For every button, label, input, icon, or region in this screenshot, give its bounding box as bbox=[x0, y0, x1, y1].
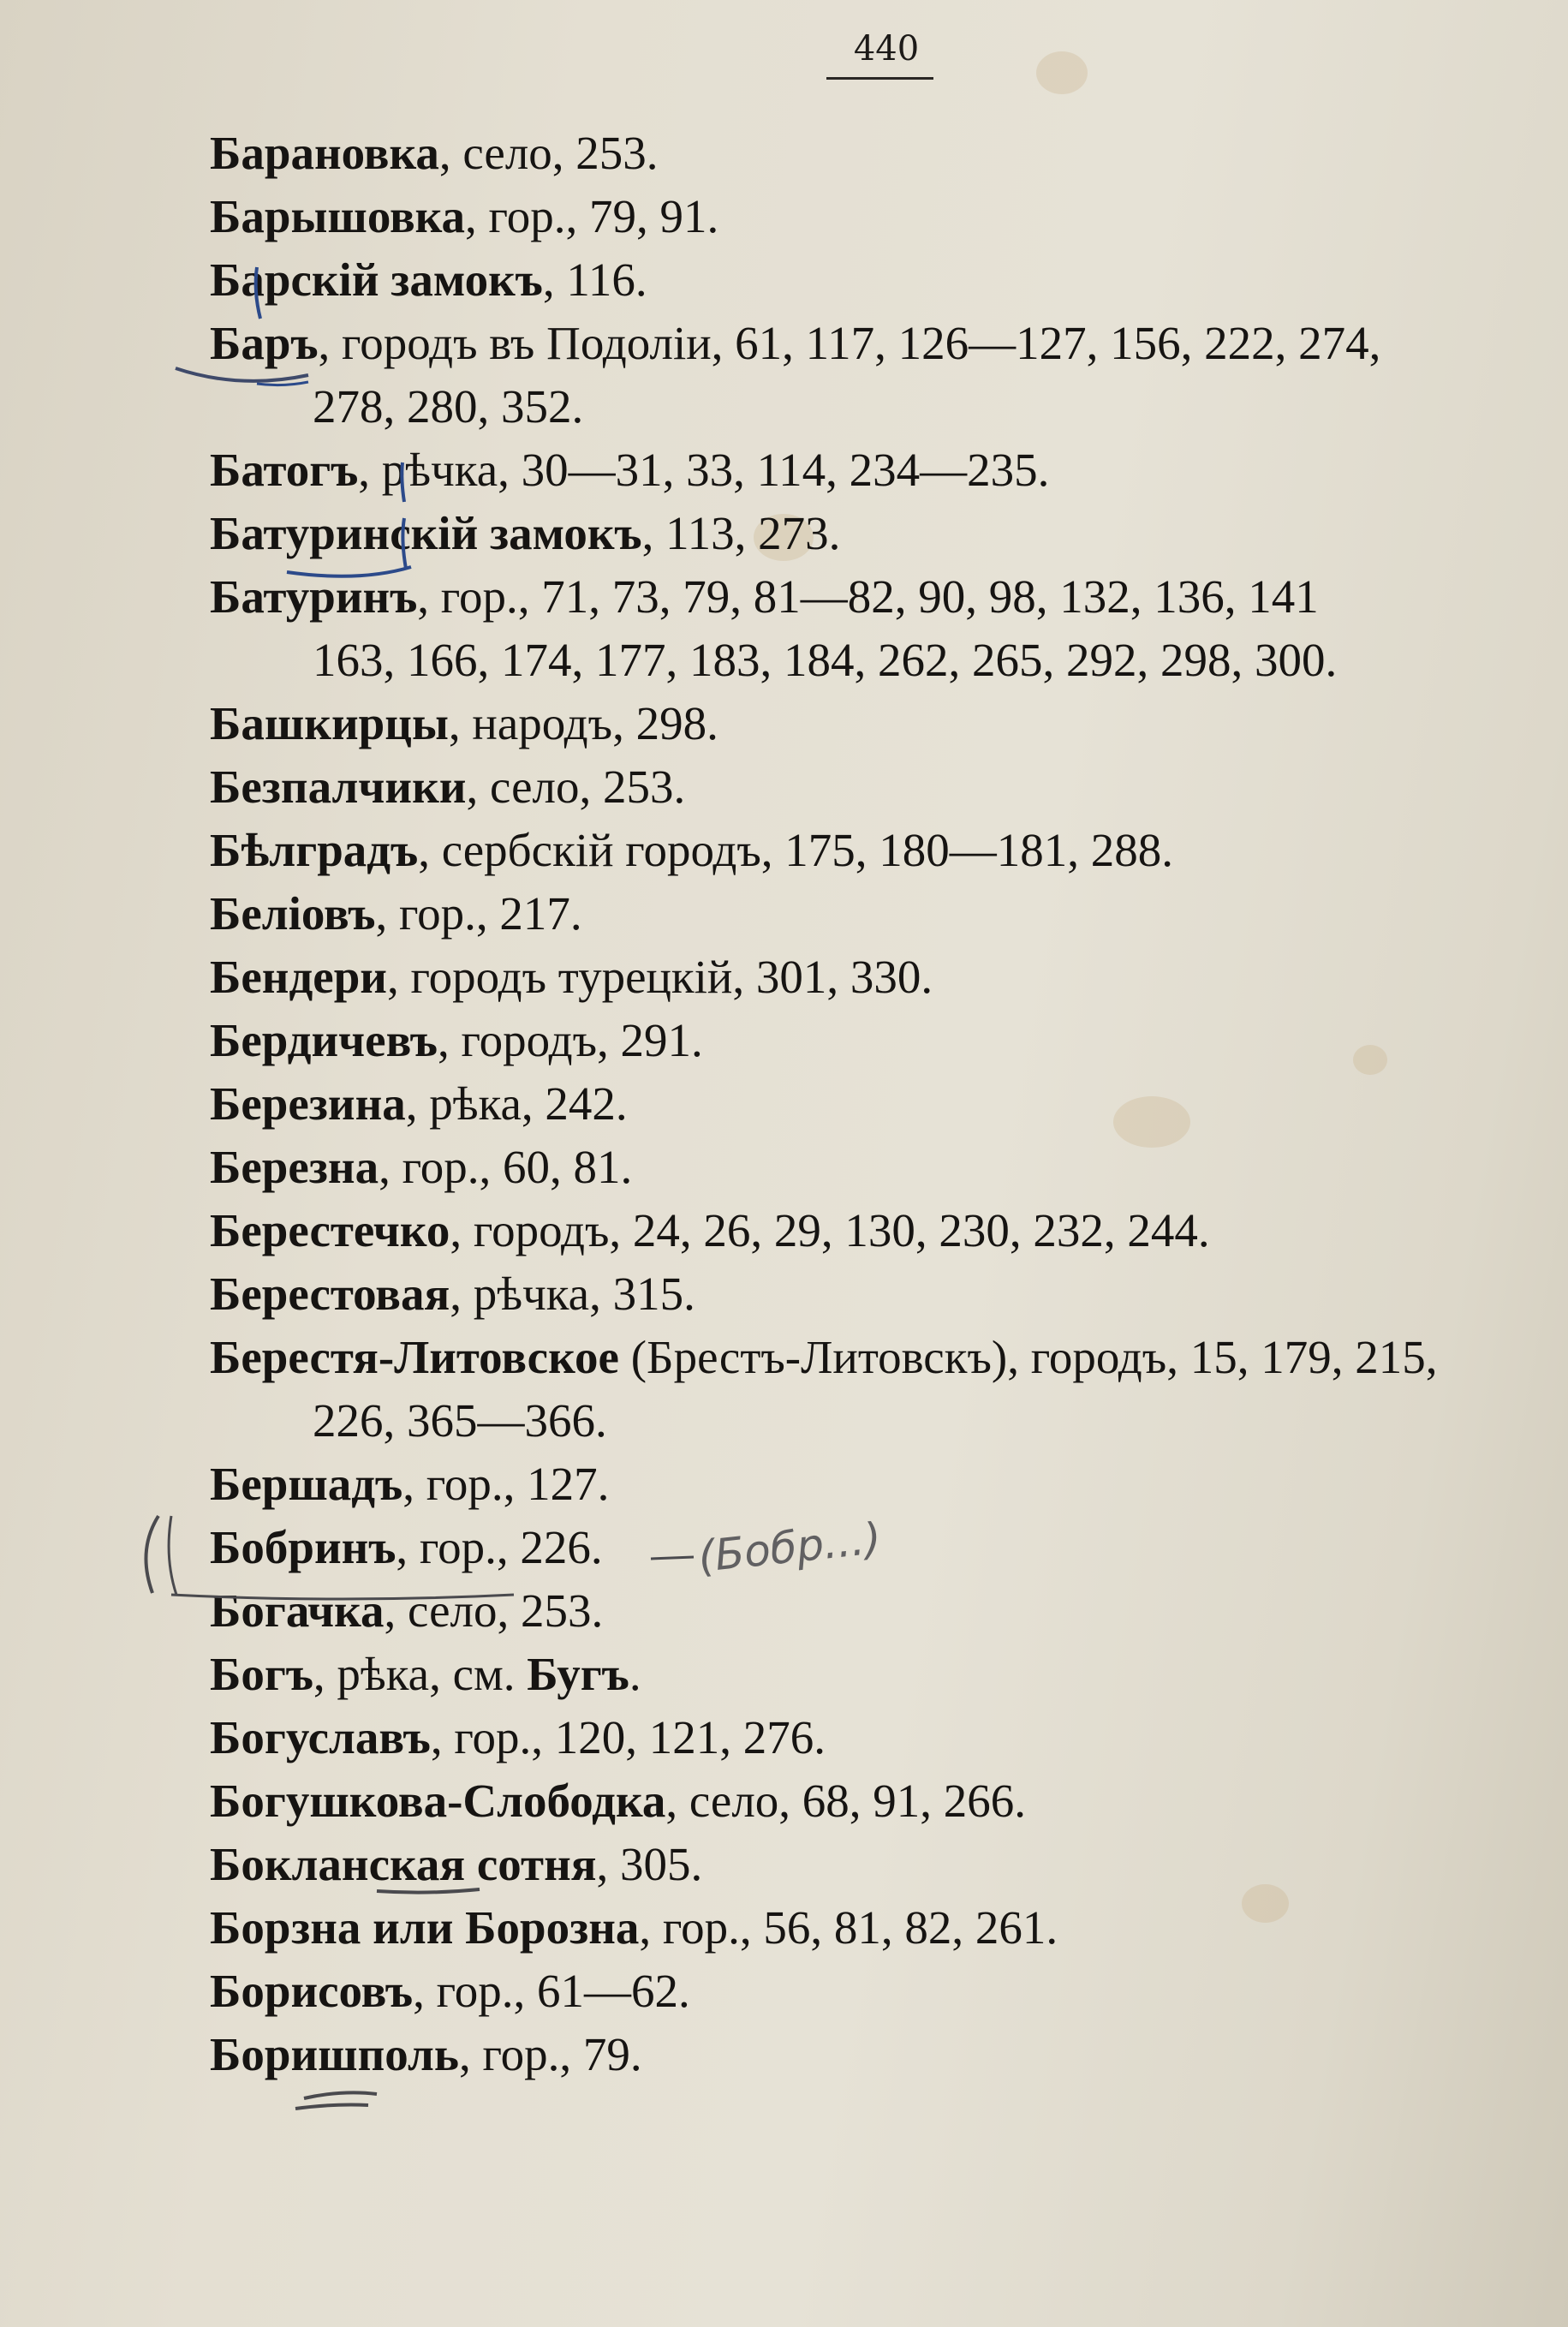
entry-headword: Бобринъ bbox=[210, 1521, 396, 1573]
index-entry bbox=[210, 1896, 1554, 1960]
entry-references: , гор., 120, 121, 276. bbox=[430, 1711, 826, 1763]
entry-references: , городъ, 291. bbox=[437, 1014, 703, 1066]
entry-headword: Баръ bbox=[210, 317, 319, 369]
index-entry bbox=[210, 1009, 1554, 1072]
entry-headword: Барановка bbox=[210, 127, 439, 179]
margin-note: (Бобр...) bbox=[695, 1513, 884, 1583]
entry-references: , село, 253. bbox=[384, 1584, 604, 1637]
entry-headword: Богуславъ bbox=[210, 1711, 431, 1763]
entry-headword: Бершадъ bbox=[210, 1458, 403, 1510]
entry-headword: Башкирцы bbox=[210, 697, 449, 749]
entry-headword: Берестечко bbox=[210, 1204, 450, 1256]
entry-headword: Борисовъ bbox=[210, 1965, 414, 2017]
pencil-underline-borishpol bbox=[304, 2092, 377, 2098]
index-entry bbox=[210, 1769, 1554, 1833]
index-entry bbox=[210, 312, 1554, 439]
index-entry bbox=[210, 1833, 1554, 1896]
entry-references: , сербскій городъ, 175, 180—181, 288. bbox=[418, 824, 1174, 876]
page-number-underline bbox=[826, 77, 933, 80]
index-entry bbox=[210, 1072, 1554, 1136]
entry-headword: Богъ bbox=[210, 1648, 313, 1700]
index-entry bbox=[210, 502, 1554, 565]
index-entry bbox=[210, 1326, 1554, 1453]
entry-headword: Борзна или Борозна bbox=[210, 1901, 640, 1954]
entry-references: , гор., 56, 81, 82, 261. bbox=[639, 1901, 1058, 1954]
entry-references: , рѣчка, 30—31, 33, 114, 234—235. bbox=[358, 444, 1050, 496]
entry-headword: Безпалчики bbox=[210, 761, 467, 813]
index-entry bbox=[210, 946, 1554, 1009]
entry-references: , село, 68, 91, 266. bbox=[665, 1775, 1027, 1827]
entry-headword: Березина bbox=[210, 1077, 406, 1130]
entry-headword: Боришполь bbox=[210, 2028, 459, 2080]
entry-headword: Барышовка bbox=[210, 190, 466, 242]
entry-headword: Бендери bbox=[210, 951, 387, 1003]
entry-references: , 113, 273. bbox=[641, 507, 841, 559]
entry-references: , городъ въ Подоліи, 61, 117, 126—127, 156, 222, 274, bbox=[318, 317, 1381, 369]
entry-references: , гор., 79. bbox=[458, 2028, 642, 2080]
entry-references: , народъ, 298. bbox=[448, 697, 718, 749]
index-entry bbox=[210, 1136, 1554, 1199]
entry-continuation: 278, 280, 352. bbox=[313, 380, 584, 433]
entry-references: , городъ турецкій, 301, 330. bbox=[386, 951, 933, 1003]
entry-references: , гор., 226. bbox=[396, 1521, 603, 1573]
index-entry bbox=[210, 755, 1554, 819]
entry-references: (Брестъ-Литовскъ), городъ, 15, 179, 215, bbox=[618, 1331, 1438, 1383]
entry-references: , 305. bbox=[596, 1838, 703, 1890]
entry-references: , село, 253. bbox=[438, 127, 659, 179]
index-entry bbox=[210, 1643, 1554, 1706]
entry-headword: Батогъ bbox=[210, 444, 359, 496]
index-entry bbox=[210, 565, 1554, 692]
entry-references: , городъ, 24, 26, 29, 130, 230, 232, 244. bbox=[450, 1204, 1210, 1256]
page-number: 440 bbox=[853, 29, 920, 69]
entry-headword: Берестовая bbox=[210, 1268, 450, 1320]
entry-continuation: 226, 365—366. bbox=[313, 1394, 607, 1447]
paper-stain bbox=[1036, 51, 1088, 94]
entry-headword: Бокланская сотня bbox=[210, 1838, 597, 1890]
entry-headword: Богачка bbox=[210, 1584, 385, 1637]
entry-references: , село, 253. bbox=[466, 761, 686, 813]
index-entry bbox=[210, 122, 1554, 185]
entry-references: , гор., 217. bbox=[375, 887, 582, 940]
entry-headword: Батуринскій замокъ bbox=[210, 507, 642, 559]
pencil-bracket bbox=[146, 1516, 158, 1593]
entry-references: , гор., 79, 91. bbox=[465, 190, 719, 242]
entry-references: , рѣка, см. bbox=[313, 1648, 528, 1700]
index-entry bbox=[210, 2023, 1554, 2086]
entry-tail: . bbox=[629, 1648, 641, 1700]
index-entry bbox=[210, 1706, 1554, 1769]
index-entry bbox=[210, 1516, 1554, 1579]
entry-references: , рѣка, 242. bbox=[405, 1077, 628, 1130]
entry-headword: Берестя-Литовское bbox=[210, 1331, 619, 1383]
entry-headword: Беліовъ bbox=[210, 887, 376, 940]
index-entry bbox=[210, 1453, 1554, 1516]
index-entry bbox=[210, 1199, 1554, 1262]
index-entry bbox=[210, 1960, 1554, 2023]
index-entry bbox=[210, 1579, 1554, 1643]
index-entry bbox=[210, 692, 1554, 755]
entry-references: , гор., 60, 81. bbox=[379, 1141, 633, 1193]
entry-headword: Березна bbox=[210, 1141, 379, 1193]
pencil-bracket bbox=[169, 1516, 176, 1595]
entry-references: , рѣчка, 315. bbox=[450, 1268, 695, 1320]
index-entry bbox=[210, 1262, 1554, 1326]
entry-headword: Батуринъ bbox=[210, 570, 418, 623]
index-entry bbox=[210, 819, 1554, 882]
index-entry bbox=[210, 439, 1554, 502]
entry-headword: Бѣлградъ bbox=[210, 824, 419, 876]
index-entry bbox=[210, 248, 1554, 312]
index-list bbox=[210, 122, 1554, 2086]
entry-references: , гор., 127. bbox=[402, 1458, 610, 1510]
entry-references: , 116. bbox=[542, 254, 647, 306]
entry-cross-reference: Бугъ bbox=[527, 1648, 629, 1700]
entry-headword: Бердичевъ bbox=[210, 1014, 438, 1066]
entry-headword: Барскій замокъ bbox=[210, 254, 543, 306]
pencil-underline-borishpol-2 bbox=[295, 2105, 368, 2109]
entry-references: , гор., 71, 73, 79, 81—82, 90, 98, 132, 136, 141 bbox=[417, 570, 1319, 623]
index-entry bbox=[210, 882, 1554, 946]
entry-continuation: 163, 166, 174, 177, 183, 184, 262, 265, 292, 298, 300. bbox=[313, 634, 1338, 686]
entry-references: , гор., 61—62. bbox=[413, 1965, 690, 2017]
entry-headword: Богушкова-Слободка bbox=[210, 1775, 666, 1827]
index-entry bbox=[210, 185, 1554, 248]
